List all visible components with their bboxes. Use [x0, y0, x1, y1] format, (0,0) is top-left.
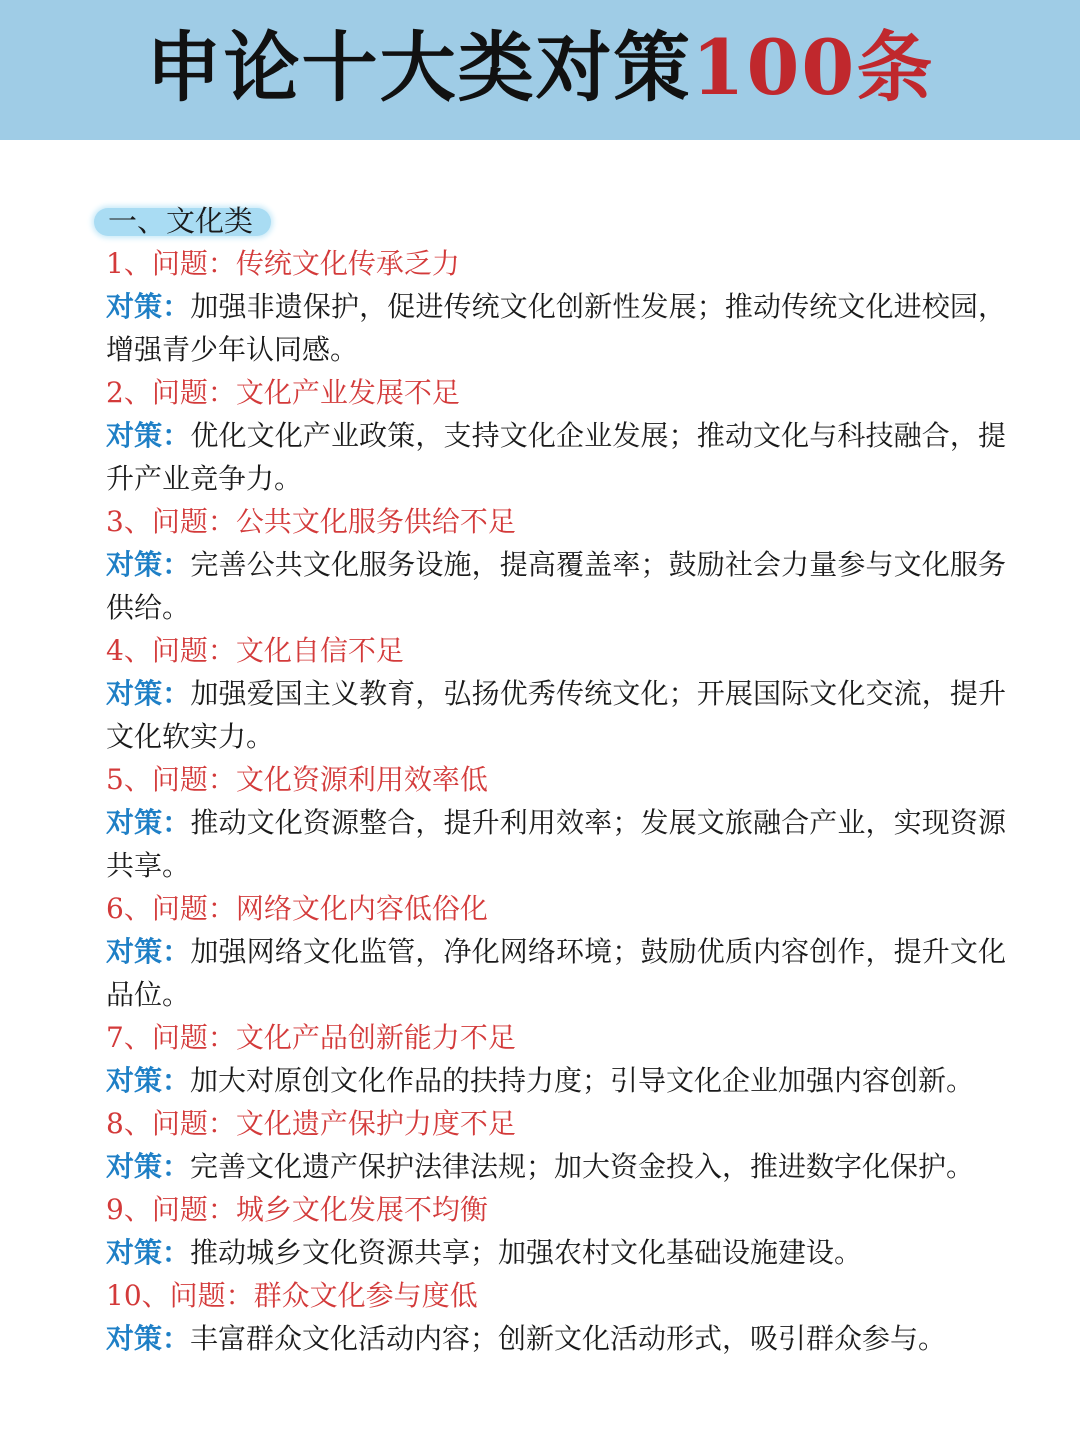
list-item: [106, 500, 1006, 629]
issue-line: 6、问题：网络文化内容低俗化: [106, 892, 488, 925]
strategy-label: 对策：: [106, 290, 191, 323]
list-item: [106, 1274, 1006, 1360]
strategy-line: [106, 1231, 1006, 1274]
section-heading-text: 一、文化类: [108, 204, 254, 238]
issue-line: 2、问题：文化产业发展不足: [106, 376, 460, 409]
strategy-line: [106, 1317, 1006, 1360]
page-title-accent: 100条: [691, 23, 935, 112]
list-item: [106, 629, 1006, 758]
strategy-label: 对策：: [106, 419, 191, 452]
strategy-text: 加强非遗保护，促进传统文化创新性发展；推动传统文化进校园，增强青少年认同感。: [106, 290, 1006, 366]
page-title-main: 申论十大类对策: [145, 23, 692, 112]
issue-line: 8、问题：文化遗产保护力度不足: [106, 1107, 516, 1140]
strategy-text: 丰富群众文化活动内容；创新文化活动形式，吸引群众参与。: [190, 1322, 947, 1355]
list-item: [106, 758, 1006, 887]
strategy-label: 对策：: [106, 806, 191, 839]
strategy-line: [106, 414, 1006, 500]
strategy-text: 推动城乡文化资源共享；加强农村文化基础设施建设。: [190, 1236, 863, 1269]
strategy-label: 对策：: [106, 1150, 191, 1183]
issue-line: 3、问题：公共文化服务供给不足: [106, 505, 516, 538]
issue-line: 4、问题：文化自信不足: [106, 634, 404, 667]
strategy-text: 优化文化产业政策，支持文化企业发展；推动文化与科技融合，提升产业竞争力。: [106, 419, 1006, 495]
strategy-line: [106, 672, 1006, 758]
issue-line: 5、问题：文化资源利用效率低: [106, 763, 488, 796]
issue-line: 1、问题：传统文化传承乏力: [106, 247, 460, 280]
strategy-label: 对策：: [106, 935, 191, 968]
page-title: [145, 23, 935, 112]
strategy-line: [106, 1145, 1006, 1188]
strategy-text: 加大对原创文化作品的扶持力度；引导文化企业加强内容创新。: [190, 1064, 975, 1097]
strategy-line: [106, 285, 1006, 371]
strategy-label: 对策：: [106, 548, 191, 581]
strategy-line: [106, 543, 1006, 629]
section-heading: [106, 198, 267, 244]
list-item: [106, 242, 1006, 371]
strategy-text: 完善公共文化服务设施，提高覆盖率；鼓励社会力量参与文化服务供给。: [106, 548, 1006, 624]
strategy-label: 对策：: [106, 1322, 191, 1355]
list-item: [106, 887, 1006, 1016]
strategy-text: 加强网络文化监管，净化网络环境；鼓励优质内容创作，提升文化品位。: [106, 935, 1006, 1011]
issue-line: 7、问题：文化产品创新能力不足: [106, 1021, 516, 1054]
title-banner: [0, 0, 1080, 140]
strategy-line: [106, 930, 1006, 1016]
list-item: [106, 1188, 1006, 1274]
strategy-text: 完善文化遗产保护法律法规；加大资金投入，推进数字化保护。: [190, 1150, 975, 1183]
strategy-text: 加强爱国主义教育，弘扬优秀传统文化；开展国际文化交流，提升文化软实力。: [106, 677, 1006, 753]
list-item: [106, 1016, 1006, 1102]
article-body: [106, 198, 1006, 1360]
issue-line: 10、问题：群众文化参与度低: [106, 1279, 478, 1312]
strategy-line: [106, 801, 1006, 887]
strategy-line: [106, 1059, 1006, 1102]
strategy-label: 对策：: [106, 677, 191, 710]
strategy-text: 推动文化资源整合，提升利用效率；发展文旅融合产业，实现资源共享。: [106, 806, 1006, 882]
issue-line: 9、问题：城乡文化发展不均衡: [106, 1193, 488, 1226]
list-item: [106, 371, 1006, 500]
strategy-label: 对策：: [106, 1064, 191, 1097]
list-item: [106, 1102, 1006, 1188]
strategy-label: 对策：: [106, 1236, 191, 1269]
